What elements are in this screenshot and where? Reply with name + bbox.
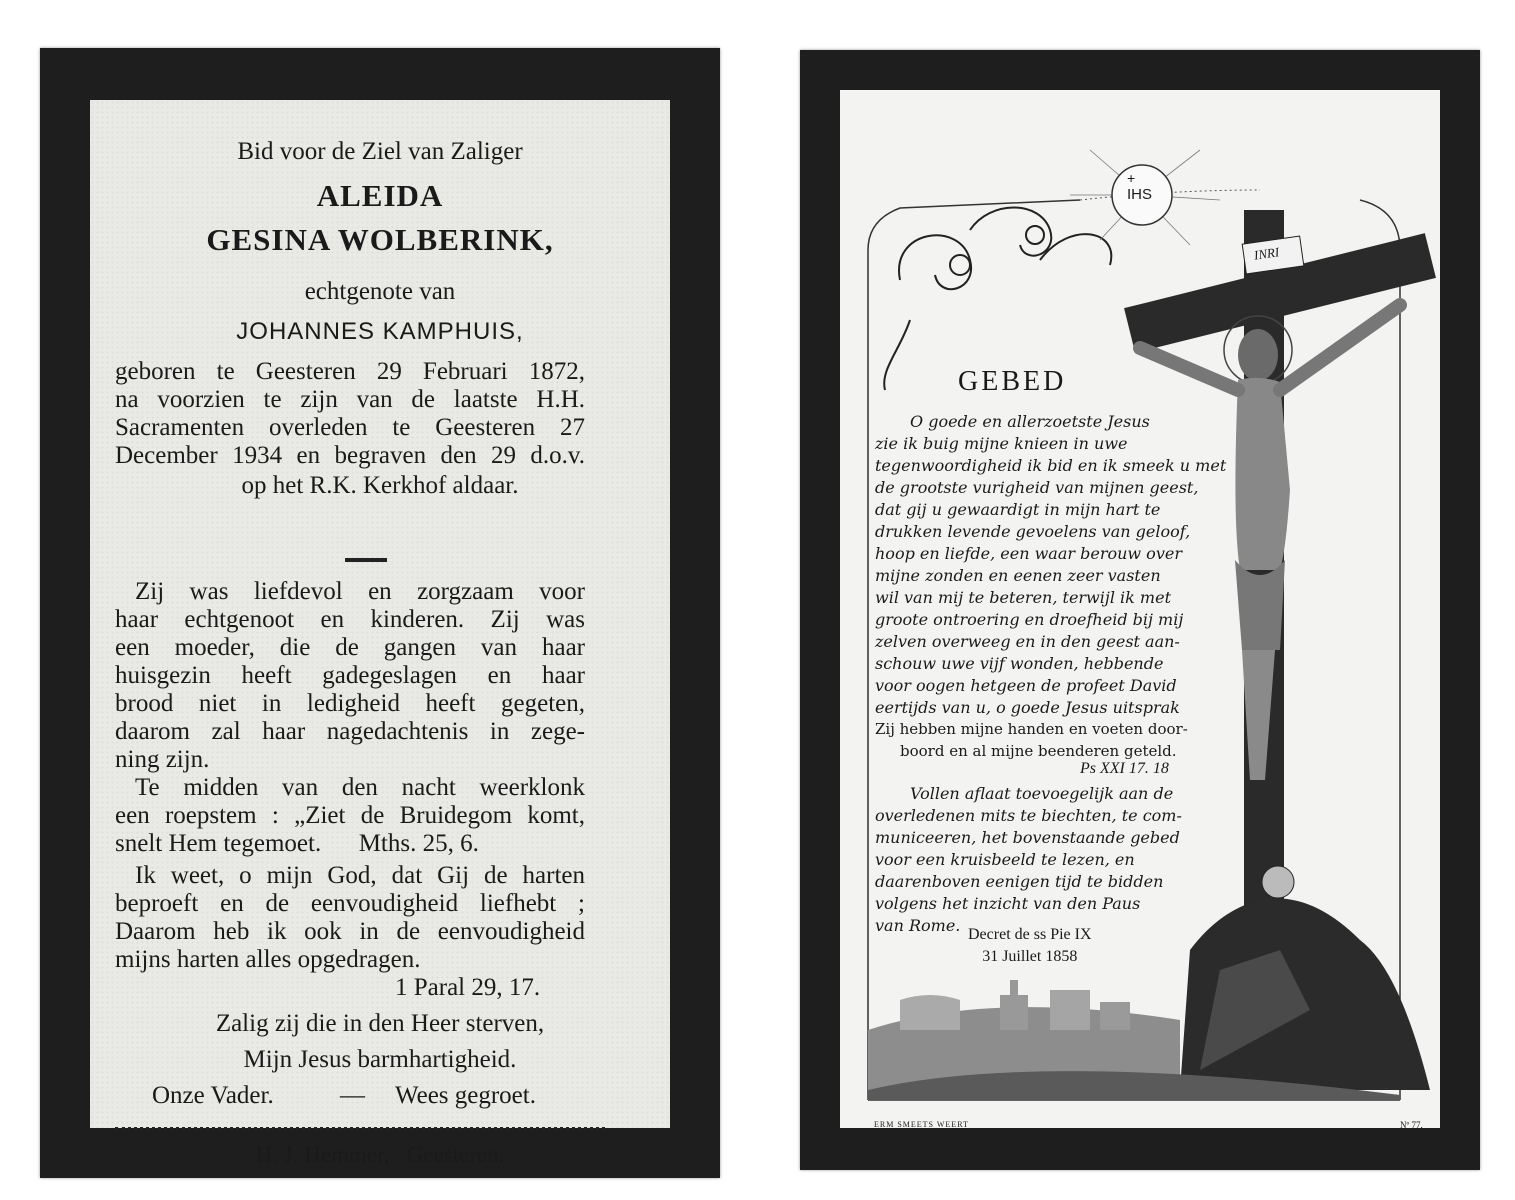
prayer-our-father: Onze Vader. xyxy=(152,1082,274,1109)
memorial-text-panel xyxy=(90,100,670,1167)
closing-line: Zalig zij die in den Heer sterven, xyxy=(215,1010,545,1037)
prayer-line: eertijds van u, o goede Jesus uitsprak xyxy=(875,698,1180,717)
indulgence-line: municeeren, het bovenstaande gebed xyxy=(875,828,1180,847)
prayer-line: de grootste vurigheid van mijnen geest, xyxy=(875,478,1199,497)
verse-line: snelt Hem tegemoet. Mths. 25, 6. xyxy=(115,830,479,857)
bio-line: Sacramenten overleden te Geesteren 27 xyxy=(115,414,585,441)
prayer-line: dat gij u gewaardigt in mijn hart te xyxy=(875,500,1161,519)
inri-text: INRI xyxy=(1253,244,1281,263)
prayer-line: groote ontroering en droefheid bij mij xyxy=(875,610,1184,629)
indulgence-line: voor een kruisbeeld te lezen, en xyxy=(875,850,1135,869)
tribute-line: huisgezin heeft gadegeslagen en haar xyxy=(115,662,585,689)
verse-reference: 1 Paral 29, 17. xyxy=(395,974,541,1001)
tribute-line: brood niet in ledigheid heeft gegeten, xyxy=(115,690,585,717)
prayer-line: O goede en allerzoetste Jesus xyxy=(910,412,1150,431)
heading: Bid voor de Ziel van Zaliger xyxy=(237,138,523,165)
bio-line: op het R.K. Kerkhof aldaar. xyxy=(241,472,519,499)
prayer-line: tegenwoordigheid ik bid en ik smeek u met xyxy=(875,456,1227,475)
calvary-rocks xyxy=(1180,866,1430,1090)
prayer-line: schouw uwe vijf wonden, hebbende xyxy=(875,654,1164,673)
memorial-card-back xyxy=(800,50,1480,1170)
prayer-line: mijne zonden en eenen zeer vasten xyxy=(875,566,1161,585)
decree-date: 31 Juillet 1858 xyxy=(982,948,1078,965)
tribute-line: ning zijn. xyxy=(115,746,210,773)
crucifix-engraving xyxy=(840,90,1440,1128)
verse-line: een roepstem : „Ziet de Bruidegom komt, xyxy=(115,802,585,829)
tribute-line: haar echtgenoot en kinderen. Zij was xyxy=(115,606,585,633)
spouse-name: JOHANNES KAMPHUIS, xyxy=(236,318,524,345)
prayer-line: Zij hebben mijne handen en voeten door- xyxy=(875,720,1188,738)
bio-line: geboren te Geesteren 29 Februari 1872, xyxy=(115,358,585,385)
prayer-panel xyxy=(840,90,1440,1128)
verse-line: Daarom heb ik ook in de eenvoudigheid xyxy=(115,918,585,945)
indulgence-line: Vollen aflaat toevoegelijk aan de xyxy=(910,784,1174,803)
indulgence-line: volgens het inzicht van den Paus xyxy=(875,894,1141,913)
spouse-intro: echtgenote van xyxy=(304,278,456,305)
closing-line: Mijn Jesus barmhartigheid. xyxy=(243,1046,517,1073)
prayer-line: zelven overweeg en in den geest aan- xyxy=(875,632,1180,651)
verse-line: beproeft en de eenvoudigheid liefhebt ; xyxy=(115,890,585,917)
memorial-card-front xyxy=(40,48,720,1178)
decree xyxy=(968,924,1092,968)
ihs-cross: + xyxy=(1127,170,1136,186)
printer-name: H. J. Hemmer, Geesteren. xyxy=(255,1142,505,1167)
prayer-line: voor oogen hetgeen de profeet David xyxy=(875,676,1177,695)
dotted-divider xyxy=(115,1127,605,1130)
tribute-line: daarom zal haar nagedachtenis in zege- xyxy=(115,718,585,745)
verse-line: Ik weet, o mijn God, dat Gij de harten xyxy=(135,862,585,889)
indulgence-line: daarenboven eenigen tijd te bidden xyxy=(875,872,1164,891)
verse-line: Te midden van den nacht weerklonk xyxy=(135,774,585,801)
ornament-scroll xyxy=(884,208,1111,391)
prayer-line: drukken levende gevoelens van geloof, xyxy=(875,522,1191,541)
tribute-line: Zij was liefdevol en zorgzaam voor xyxy=(135,578,585,605)
verse-line: mijns harten alles opgedragen. xyxy=(115,946,421,973)
indulgence-line: overledenen mits te biechten, te com- xyxy=(875,806,1182,825)
decree-line: Decret de ss Pie IX xyxy=(968,926,1092,943)
bio-line: December 1934 en begraven den 29 d.o.v. xyxy=(115,442,585,469)
deceased-first-name: ALEIDA xyxy=(316,178,444,213)
indulgence-line: van Rome. xyxy=(875,916,961,935)
card-number: Nº 77. xyxy=(1400,1120,1423,1130)
prayer-title: GEBED xyxy=(958,366,1067,397)
bio-line: na voorzien te zijn van de laatste H.H. xyxy=(115,386,585,413)
psalm-reference: Ps XXI 17. 18 xyxy=(1080,760,1169,777)
deceased-full-name: GESINA WOLBERINK, xyxy=(206,222,554,257)
printer-credit: ERM SMEETS WEERT xyxy=(874,1120,969,1129)
prayer-line: wil van mij te beteren, terwijl ik met xyxy=(875,588,1171,607)
prayer-hail-mary: Wees gegroet. xyxy=(395,1082,536,1109)
ihs-monogram: IHS xyxy=(1127,186,1153,203)
prayer-dash: — xyxy=(340,1082,365,1109)
prayer-line: hoop en liefde, een waar berouw over xyxy=(875,544,1182,563)
prayer-line: boord en al mijne beenderen geteld. xyxy=(900,742,1177,760)
prayer-line: zie ik buig mijne knieen in uwe xyxy=(875,434,1128,453)
tribute-line: een moeder, die de gangen van haar xyxy=(115,634,585,661)
divider xyxy=(345,558,387,562)
